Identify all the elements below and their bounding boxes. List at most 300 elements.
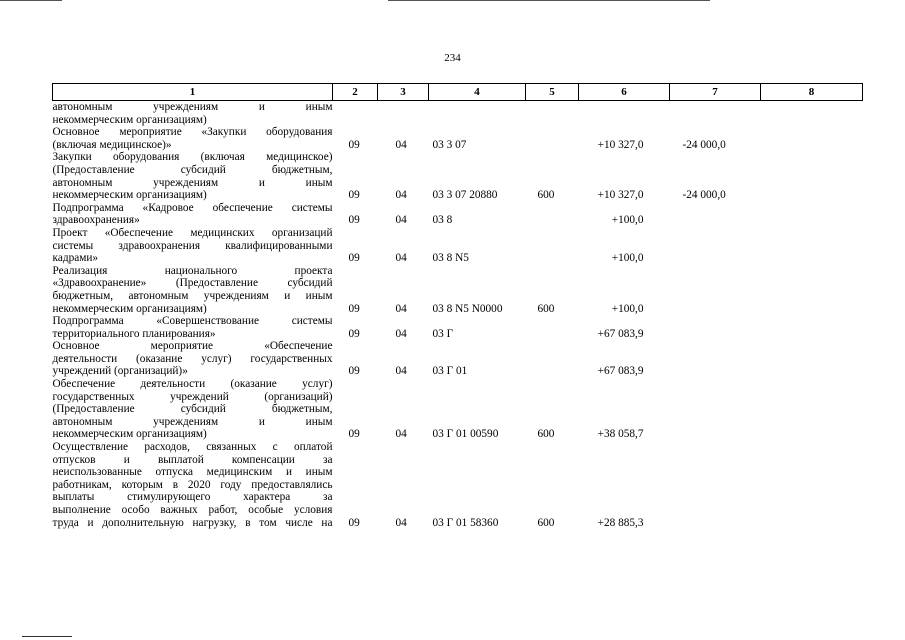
section-cell: [333, 151, 378, 164]
expense-type-cell: [526, 479, 579, 492]
subsection-cell: 04: [395, 428, 407, 441]
amount-cell: [579, 353, 670, 366]
amount-next-cell: [670, 151, 761, 164]
table-row: [53, 139, 863, 152]
empty-cell: [761, 315, 863, 328]
description-cell: отпусков и выплатой компенсации за: [52, 453, 333, 466]
empty-cell: [761, 126, 863, 139]
section-cell: 09: [348, 252, 360, 265]
expense-type-cell: [526, 378, 579, 391]
amount-cell: +38 058,7: [597, 428, 644, 441]
table-row: [53, 403, 863, 416]
description-cell: Проект «Обеспечение медицинских организаций: [52, 226, 333, 239]
subsection-cell: [378, 277, 429, 290]
subsection-cell: [378, 164, 429, 177]
expense-type-cell: [526, 353, 579, 366]
section-cell: 09: [348, 327, 360, 340]
subsection-cell: [378, 240, 429, 253]
amount-cell: [579, 240, 670, 253]
empty-cell: [761, 491, 863, 504]
section-cell: [333, 353, 378, 366]
table-row: [53, 151, 863, 164]
expense-type-cell: [526, 151, 579, 164]
target-code-cell: [429, 177, 526, 190]
amount-next-cell: [670, 303, 761, 316]
description-cell: работникам, которым в 2020 году предоставлялись: [52, 478, 333, 491]
target-code-cell: [429, 114, 526, 127]
section-cell: [333, 504, 378, 517]
column-header: 1: [53, 84, 333, 101]
target-code-cell: 03 3 07: [432, 138, 467, 151]
subsection-cell: [378, 441, 429, 454]
table-row: [53, 126, 863, 139]
table-row: [53, 340, 863, 353]
column-header: 4: [429, 84, 526, 101]
description-cell: некоммерческим организациям): [52, 113, 207, 126]
table-row: [53, 214, 863, 227]
amount-next-cell: [670, 403, 761, 416]
subsection-cell: [378, 177, 429, 190]
empty-cell: [761, 277, 863, 290]
subsection-cell: [378, 391, 429, 404]
table-row: [53, 240, 863, 253]
subsection-cell: 04: [395, 214, 407, 227]
subsection-cell: [378, 265, 429, 278]
target-code-cell: [429, 416, 526, 429]
target-code-cell: [429, 441, 526, 454]
expense-type-cell: [526, 164, 579, 177]
amount-next-cell: [670, 454, 761, 467]
description-cell: Обеспечение деятельности (оказание услуг): [52, 378, 333, 391]
amount-next-cell: [670, 504, 761, 517]
section-cell: 09: [348, 214, 360, 227]
page-number: 234: [444, 52, 461, 64]
amount-next-cell: [670, 328, 761, 341]
amount-next-cell: [670, 340, 761, 353]
target-code-cell: 03 8 N5 N0000: [432, 302, 503, 315]
target-code-cell: [429, 491, 526, 504]
amount-next-cell: [670, 353, 761, 366]
amount-next-cell: [670, 491, 761, 504]
section-cell: [333, 202, 378, 215]
subsection-cell: [378, 491, 429, 504]
section-cell: [333, 441, 378, 454]
target-code-cell: [429, 290, 526, 303]
empty-cell: [761, 227, 863, 240]
section-cell: [333, 491, 378, 504]
description-cell: автономным учреждениям и иным: [52, 101, 333, 113]
description-cell: государственных учреждений (организаций): [52, 390, 333, 403]
amount-next-cell: [670, 466, 761, 479]
amount-next-cell: [670, 277, 761, 290]
column-header: 6: [579, 84, 670, 101]
table-row: [53, 378, 863, 391]
amount-cell: [579, 202, 670, 215]
section-cell: [333, 479, 378, 492]
table-row: [53, 491, 863, 504]
empty-cell: [761, 428, 863, 441]
amount-next-cell: [670, 214, 761, 227]
expense-type-cell: 600: [537, 302, 555, 315]
amount-cell: [579, 177, 670, 190]
target-code-cell: 03 Г: [432, 327, 454, 340]
target-code-cell: 03 Г 01 00590: [432, 428, 499, 441]
expense-type-cell: [526, 101, 579, 114]
section-cell: 09: [348, 428, 360, 441]
amount-cell: [579, 454, 670, 467]
expense-type-cell: [526, 126, 579, 139]
description-cell: деятельности (оказание услуг) государственных: [52, 352, 333, 365]
subsection-cell: [378, 479, 429, 492]
amount-cell: [579, 378, 670, 391]
empty-cell: [761, 139, 863, 152]
empty-cell: [761, 454, 863, 467]
empty-cell: [761, 252, 863, 265]
subsection-cell: [378, 466, 429, 479]
table-row: [53, 114, 863, 127]
description-cell: (Предоставление субсидий бюджетным,: [52, 403, 333, 416]
empty-cell: [761, 151, 863, 164]
amount-cell: [579, 114, 670, 127]
amount-cell: [579, 340, 670, 353]
empty-cell: [761, 353, 863, 366]
subsection-cell: [378, 114, 429, 127]
top-left-scan-line: [0, 0, 62, 1]
amount-cell: [579, 466, 670, 479]
subsection-cell: 04: [395, 252, 407, 265]
amount-next-cell: [670, 315, 761, 328]
section-cell: [333, 240, 378, 253]
target-code-cell: [429, 126, 526, 139]
empty-cell: [761, 164, 863, 177]
subsection-cell: [378, 151, 429, 164]
empty-cell: [761, 177, 863, 190]
expense-type-cell: [526, 202, 579, 215]
table-row: [53, 189, 863, 202]
section-cell: 09: [348, 516, 360, 529]
subsection-cell: 04: [395, 302, 407, 315]
section-cell: [333, 126, 378, 139]
expense-type-cell: [526, 227, 579, 240]
amount-cell: [579, 126, 670, 139]
table-header-row: [53, 84, 863, 101]
amount-cell: [579, 164, 670, 177]
description-cell: кадрами»: [52, 252, 99, 265]
target-code-cell: 03 8 N5: [432, 252, 469, 265]
section-cell: 09: [348, 302, 360, 315]
amount-next-cell: [670, 365, 761, 378]
expense-type-cell: [526, 328, 579, 341]
section-cell: [333, 391, 378, 404]
description-cell: Подпрограмма «Кадровое обеспечение системы: [52, 201, 333, 214]
amount-next-cell: -24 000,0: [682, 138, 726, 151]
section-cell: [333, 101, 378, 114]
target-code-cell: [429, 202, 526, 215]
column-header: 3: [378, 84, 429, 101]
description-cell: труда и дополнительную нагрузку, в том числе на: [52, 516, 333, 529]
expense-type-cell: [526, 504, 579, 517]
amount-cell: [579, 491, 670, 504]
expense-type-cell: 600: [537, 516, 555, 529]
empty-cell: [761, 214, 863, 227]
subsection-cell: 04: [395, 138, 407, 151]
subsection-cell: [378, 403, 429, 416]
expense-type-cell: [526, 441, 579, 454]
amount-cell: +100,0: [611, 252, 644, 265]
section-cell: [333, 454, 378, 467]
subsection-cell: 04: [395, 365, 407, 378]
description-cell: Основное мероприятие «Обеспечение: [52, 340, 333, 353]
column-header: 8: [761, 84, 863, 101]
amount-cell: [579, 227, 670, 240]
description-cell: учреждений (организаций)»: [52, 365, 188, 378]
expense-type-cell: [526, 365, 579, 378]
table-row: [53, 290, 863, 303]
section-cell: [333, 277, 378, 290]
empty-cell: [761, 466, 863, 479]
expense-type-cell: [526, 214, 579, 227]
amount-cell: +67 083,9: [597, 365, 644, 378]
table-row: [53, 391, 863, 404]
empty-cell: [761, 479, 863, 492]
empty-cell: [761, 504, 863, 517]
expense-type-cell: [526, 265, 579, 278]
section-cell: 09: [348, 138, 360, 151]
table-row: [53, 277, 863, 290]
target-code-cell: 03 Г 01 58360: [432, 516, 499, 529]
table-row: [53, 504, 863, 517]
description-cell: выполнение особо важных работ, особые условия: [52, 504, 333, 516]
amount-next-cell: -24 000,0: [682, 189, 726, 202]
section-cell: 09: [348, 189, 360, 202]
target-code-cell: 03 3 07 20880: [432, 189, 498, 202]
amount-next-cell: [670, 441, 761, 454]
amount-next-cell: [670, 428, 761, 441]
column-header: 2: [333, 84, 378, 101]
section-cell: 09: [348, 365, 360, 378]
description-cell: Основное мероприятие «Закупки оборудования: [52, 126, 333, 139]
table-row: [53, 252, 863, 265]
column-header: 5: [526, 84, 579, 101]
top-center-scan-line: [388, 0, 710, 1]
amount-cell: [579, 101, 670, 114]
expense-type-cell: [526, 315, 579, 328]
amount-cell: +100,0: [611, 302, 644, 315]
table-row: [53, 441, 863, 454]
amount-next-cell: [670, 391, 761, 404]
table-row: [53, 164, 863, 177]
table-row: [53, 365, 863, 378]
expense-type-cell: [526, 491, 579, 504]
target-code-cell: [429, 340, 526, 353]
empty-cell: [761, 403, 863, 416]
amount-cell: [579, 290, 670, 303]
amount-cell: [579, 265, 670, 278]
expense-type-cell: [526, 454, 579, 467]
section-cell: [333, 114, 378, 127]
amount-cell: [579, 403, 670, 416]
expense-type-cell: [526, 290, 579, 303]
target-code-cell: [429, 466, 526, 479]
empty-cell: [761, 378, 863, 391]
section-cell: [333, 315, 378, 328]
empty-cell: [761, 517, 863, 530]
empty-cell: [761, 114, 863, 127]
expense-type-cell: [526, 139, 579, 152]
target-code-cell: [429, 504, 526, 517]
budget-table: [52, 83, 863, 529]
table-row: [53, 428, 863, 441]
empty-cell: [761, 202, 863, 215]
amount-next-cell: [670, 479, 761, 492]
amount-next-cell: [670, 202, 761, 215]
section-cell: [333, 227, 378, 240]
description-cell: некоммерческим организациям): [52, 189, 207, 202]
subsection-cell: [378, 340, 429, 353]
target-code-cell: [429, 240, 526, 253]
subsection-cell: [378, 353, 429, 366]
amount-cell: +10 327,0: [597, 138, 644, 151]
description-cell: территориального планирования»: [52, 327, 216, 340]
table-row: [53, 202, 863, 215]
amount-next-cell: [670, 252, 761, 265]
table-body: [53, 101, 863, 530]
section-cell: [333, 290, 378, 303]
description-cell: Реализация национального проекта: [52, 264, 333, 277]
empty-cell: [761, 416, 863, 429]
amount-cell: [579, 441, 670, 454]
expense-type-cell: [526, 177, 579, 190]
section-cell: [333, 403, 378, 416]
table-row: [53, 303, 863, 316]
expense-type-cell: 600: [537, 189, 555, 202]
expense-type-cell: [526, 240, 579, 253]
table-row: [53, 177, 863, 190]
empty-cell: [761, 101, 863, 114]
amount-next-cell: [670, 227, 761, 240]
amount-next-cell: [670, 265, 761, 278]
expense-type-cell: 600: [537, 428, 555, 441]
table-row: [53, 416, 863, 429]
table-row: [53, 227, 863, 240]
amount-cell: [579, 315, 670, 328]
amount-cell: +100,0: [611, 214, 644, 227]
subsection-cell: [378, 504, 429, 517]
target-code-cell: 03 8: [432, 214, 453, 227]
expense-type-cell: [526, 466, 579, 479]
expense-type-cell: [526, 403, 579, 416]
empty-cell: [761, 189, 863, 202]
table-row: [53, 101, 863, 114]
description-cell: «Здравоохранение» (Предоставление субсидий: [52, 277, 333, 290]
target-code-cell: [429, 101, 526, 114]
target-code-cell: [429, 151, 526, 164]
target-code-cell: [429, 277, 526, 290]
table-row: [53, 353, 863, 366]
section-cell: [333, 164, 378, 177]
amount-next-cell: [670, 101, 761, 114]
amount-next-cell: [670, 114, 761, 127]
amount-next-cell: [670, 177, 761, 190]
target-code-cell: [429, 227, 526, 240]
amount-cell: [579, 277, 670, 290]
empty-cell: [761, 240, 863, 253]
section-cell: [333, 466, 378, 479]
description-cell: Подпрограмма «Совершенствование системы: [52, 315, 333, 328]
amount-cell: [579, 416, 670, 429]
description-cell: Закупки оборудования (включая медицинское): [52, 151, 333, 164]
column-header: 7: [670, 84, 761, 101]
description-cell: автономным учреждениям и иным: [52, 415, 333, 428]
subsection-cell: 04: [395, 327, 407, 340]
amount-cell: +10 327,0: [597, 189, 644, 202]
description-cell: бюджетным, автономным учреждениям и иным: [52, 289, 333, 302]
section-cell: [333, 378, 378, 391]
subsection-cell: [378, 126, 429, 139]
subsection-cell: [378, 101, 429, 114]
description-cell: Осуществление расходов, связанных с оплатой: [52, 441, 333, 454]
empty-cell: [761, 303, 863, 316]
table-row: [53, 315, 863, 328]
description-cell: системы здравоохранения квалифицированными: [52, 239, 333, 252]
subsection-cell: [378, 290, 429, 303]
amount-next-cell: [670, 378, 761, 391]
empty-cell: [761, 391, 863, 404]
amount-next-cell: [670, 517, 761, 530]
amount-cell: [579, 151, 670, 164]
amount-cell: [579, 479, 670, 492]
section-cell: [333, 177, 378, 190]
target-code-cell: [429, 164, 526, 177]
expense-type-cell: [526, 391, 579, 404]
expense-type-cell: [526, 340, 579, 353]
amount-next-cell: [670, 416, 761, 429]
empty-cell: [761, 441, 863, 454]
target-code-cell: [429, 353, 526, 366]
target-code-cell: [429, 403, 526, 416]
amount-next-cell: [670, 164, 761, 177]
table-row: [53, 328, 863, 341]
target-code-cell: [429, 378, 526, 391]
amount-cell: [579, 504, 670, 517]
subsection-cell: [378, 378, 429, 391]
section-cell: [333, 340, 378, 353]
description-cell: выплаты стимулирующего характера за: [52, 491, 333, 504]
empty-cell: [761, 365, 863, 378]
expense-type-cell: [526, 416, 579, 429]
target-code-cell: 03 Г 01: [432, 365, 468, 378]
table-row: [53, 454, 863, 467]
expense-type-cell: [526, 114, 579, 127]
subsection-cell: [378, 315, 429, 328]
target-code-cell: [429, 265, 526, 278]
target-code-cell: [429, 315, 526, 328]
target-code-cell: [429, 479, 526, 492]
amount-next-cell: [670, 290, 761, 303]
target-code-cell: [429, 391, 526, 404]
empty-cell: [761, 328, 863, 341]
subsection-cell: [378, 454, 429, 467]
table-row: [53, 265, 863, 278]
description-cell: автономным учреждениям и иным: [52, 176, 333, 189]
empty-cell: [761, 340, 863, 353]
subsection-cell: 04: [395, 516, 407, 529]
description-cell: здравоохранения»: [52, 214, 140, 227]
subsection-cell: 04: [395, 189, 407, 202]
description-cell: некоммерческим организациям): [52, 302, 207, 315]
expense-type-cell: [526, 277, 579, 290]
amount-cell: +67 083,9: [597, 327, 644, 340]
